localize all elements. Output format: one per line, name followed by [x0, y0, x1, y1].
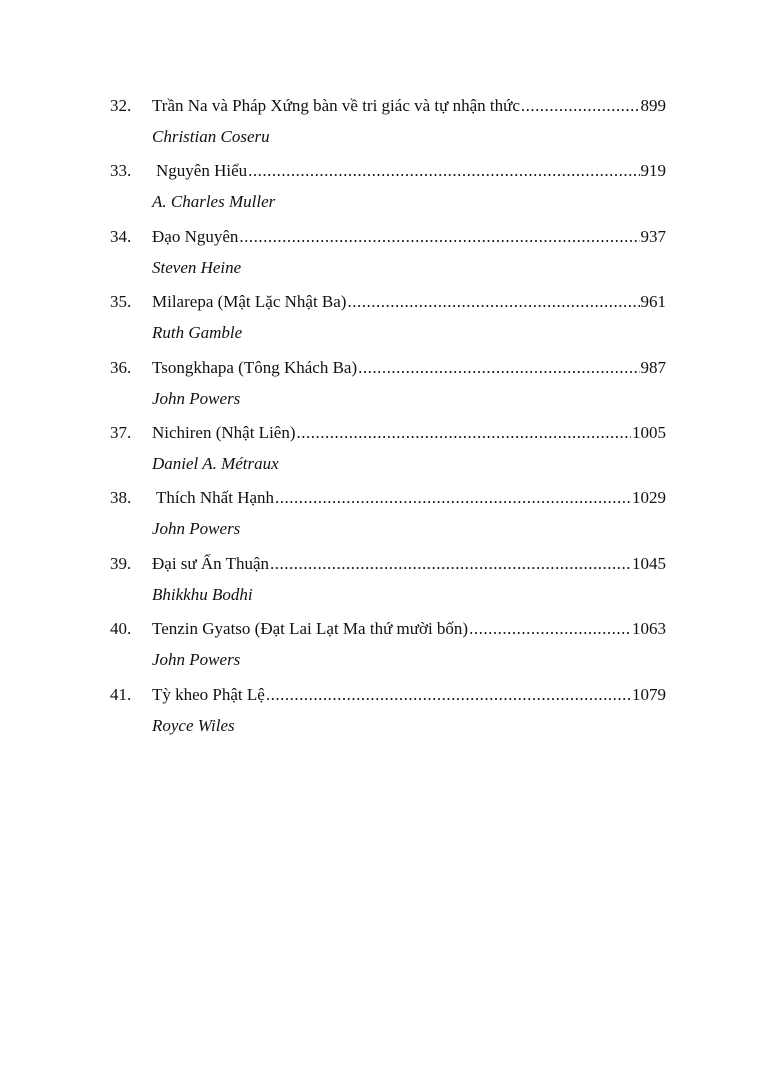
toc-entry-40: [110, 613, 666, 678]
entry-number: 36.: [110, 357, 132, 377]
entry-title: Đạo Nguyên: [152, 226, 239, 246]
entry-title: Tenzin Gyatso (Đạt Lai Lạt Ma thứ mười bốn): [152, 619, 469, 639]
entry-author: Bhikkhu Bodhi: [152, 584, 253, 604]
entry-title: Milarepa (Mật Lặc Nhật Ba): [152, 292, 347, 312]
entry-number: 41.: [110, 684, 132, 704]
entry-author: John Powers: [152, 650, 241, 670]
toc-entry-line: [110, 417, 666, 448]
dot-leader: [248, 155, 639, 186]
dot-leader: [239, 221, 639, 252]
entry-number: 39.: [110, 553, 132, 573]
dot-leader: [275, 482, 631, 513]
entry-author: Royce Wiles: [152, 715, 235, 735]
toc-entry-34: [110, 221, 666, 286]
entry-page-number: 1045: [632, 553, 666, 573]
entry-number: 37.: [110, 422, 132, 442]
entry-number: 33.: [110, 161, 132, 181]
entry-author: Christian Coseru: [152, 127, 270, 146]
entry-title: Tỳ kheo Phật Lệ: [152, 684, 265, 704]
entry-page-number: 919: [640, 161, 666, 181]
toc-entry-line: [110, 548, 666, 579]
entry-title: Trần Na và Pháp Xứng bàn về tri giác và tự nhận thức: [152, 96, 520, 115]
toc-entry-39: [110, 548, 666, 613]
dot-leader: [469, 613, 631, 644]
entry-page-number: 1005: [632, 422, 666, 442]
toc-entry-line: [110, 482, 666, 513]
entry-title: Đại sư Ấn Thuận: [152, 553, 270, 573]
dot-leader: [358, 352, 639, 383]
entry-number: 35.: [110, 292, 132, 312]
entry-author: A. Charles Muller: [152, 192, 276, 212]
entry-page-number: 987: [640, 357, 666, 377]
dot-leader: [521, 90, 640, 121]
toc-entry-32: [110, 90, 666, 155]
entry-number: 32.: [110, 96, 132, 115]
toc-entry-line: [110, 155, 666, 186]
entry-number: 34.: [110, 226, 132, 246]
entry-number: 40.: [110, 619, 132, 639]
dot-leader: [266, 679, 631, 710]
entry-title: Tsongkhapa (Tông Khách Ba): [152, 357, 358, 377]
entry-title: Nguyên Hiểu: [156, 161, 248, 181]
table-of-contents: [110, 90, 666, 744]
toc-entry-line: [110, 613, 666, 644]
entry-number: 38.: [110, 488, 132, 508]
entry-author: Ruth Gamble: [152, 323, 243, 343]
toc-entry-37: [110, 417, 666, 482]
toc-entry-line: [110, 90, 666, 121]
entry-page-number: 961: [640, 292, 666, 312]
entry-author: John Powers: [152, 519, 241, 539]
dot-leader: [297, 417, 632, 448]
entry-author: Daniel A. Métraux: [152, 453, 279, 473]
entry-page-number: 1029: [632, 488, 666, 508]
toc-entry-line: [110, 221, 666, 252]
dot-leader: [347, 286, 639, 317]
entry-page-number: 937: [640, 226, 666, 246]
entry-page-number: 1063: [632, 619, 666, 639]
entry-title: Thích Nhất Hạnh: [156, 488, 275, 508]
entry-page-number: 1079: [632, 684, 666, 704]
toc-entry-33: [110, 155, 666, 220]
toc-entry-41: [110, 679, 666, 744]
toc-entry-line: [110, 679, 666, 710]
dot-leader: [270, 548, 631, 579]
toc-entry-35: [110, 286, 666, 351]
toc-entry-line: [110, 352, 666, 383]
entry-page-number: 899: [640, 96, 666, 115]
toc-entry-38: [110, 482, 666, 547]
entry-author: Steven Heine: [152, 257, 242, 277]
toc-entry-line: [110, 286, 666, 317]
entry-author: John Powers: [152, 388, 241, 408]
toc-entry-36: [110, 352, 666, 417]
entry-title: Nichiren (Nhật Liên): [152, 422, 296, 442]
